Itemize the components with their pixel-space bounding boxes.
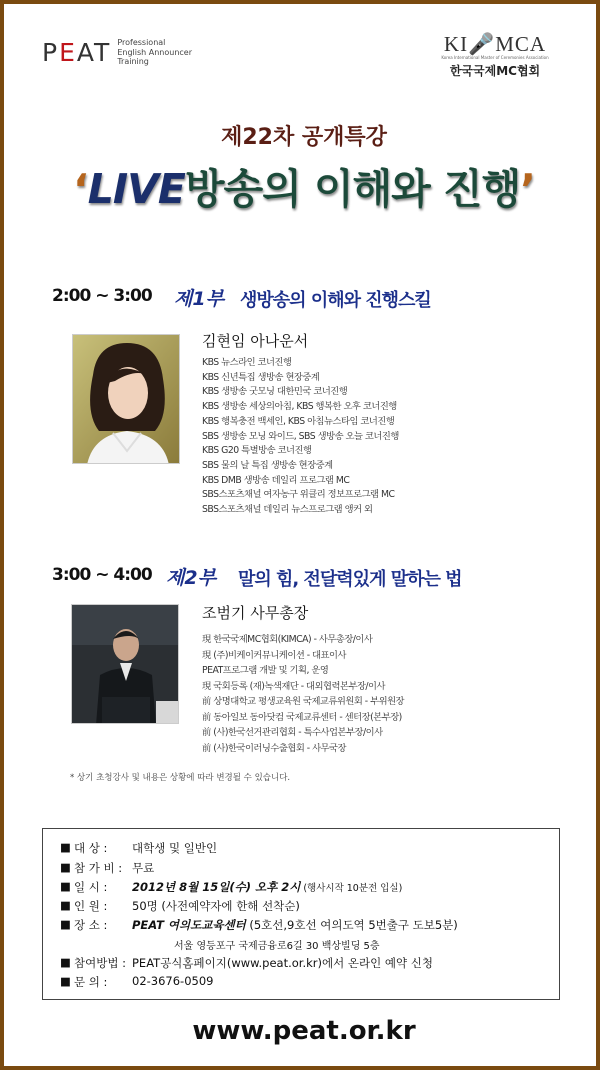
career-item: 前 (사)한국이러닝수출협회 - 사무국장: [202, 742, 347, 754]
website-url[interactable]: www.peat.or.kr: [192, 1016, 416, 1046]
career-item: SBS 생방송 모닝 와이드, SBS 생방송 오늘 코너진행: [202, 430, 399, 442]
bullet-icon: ■: [60, 879, 71, 893]
career-item: SBS 물의 날 특집 생방송 현장중계: [202, 459, 333, 471]
speaker-2-career: [202, 632, 404, 756]
bullet-icon: ■: [60, 974, 71, 988]
career-item: 現 (주)비케이커뮤니케이션 - 대표이사: [202, 649, 347, 661]
career-item: 前 동아일보 동아닷컴 국제교류센터 - 센터장(본부장): [202, 711, 402, 723]
peat-logo: PEAT Professional English Announcer Training: [42, 38, 192, 67]
career-item: SBS스포츠채널 데일리 뉴스프로그램 앵커 외: [202, 504, 373, 516]
event-subtitle: 제22차 공개특강: [221, 125, 387, 150]
speaker-1-career: [202, 356, 399, 518]
session-1-time: 2:00 ~ 3:00: [52, 286, 152, 306]
career-item: PEAT프로그램 개발 및 기획, 운영: [202, 665, 329, 676]
speaker-2-name: 조범기 사무총장: [202, 604, 309, 622]
event-title: ‘LIVE방송의 이해와 진행’: [73, 165, 535, 213]
info-contact: ■ 문 의 : 02-3676-0509: [60, 974, 214, 989]
session-1-part: 제1부: [174, 288, 224, 310]
session-2-part: 제2부: [166, 567, 216, 589]
info-target: ■ 대 상 : 대학생 및 일반인: [60, 840, 218, 855]
bullet-icon: ■: [60, 898, 71, 912]
change-notice: * 상기 초청강사 및 내용은 상황에 따라 변경될 수 있습니다.: [70, 773, 291, 783]
career-item: KBS 생방송 굿모닝 대한민국 코너진행: [202, 386, 348, 398]
bullet-icon: ■: [60, 917, 71, 931]
info-registration: ■ 참여방법 : PEAT공식홈페이지(www.peat.or.kr)에서 온라인 예약 신청: [60, 955, 433, 970]
info-fee: ■ 참 가 비 : 무료: [60, 860, 155, 875]
session-2-topic: 말의 힘, 전달력있게 말하는 법: [238, 569, 462, 590]
session-2-time: 3:00 ~ 4:00: [52, 565, 152, 585]
career-item: KBS 신년특집 생방송 현장중계: [202, 371, 320, 383]
speaker-2-photo: [71, 604, 179, 724]
career-item: 前 상명대학교 평생교육원 국제교류위원회 - 부위원장: [202, 696, 405, 707]
info-venue: ■ 장 소 : PEAT 여의도교육센터 (5호선,9호선 여의도역 5번출구 도보5분): [60, 917, 458, 932]
career-item: KBS 생방송 세상의아침, KBS 행복한 오후 코너진행: [202, 401, 397, 413]
speaker-1-photo: [72, 334, 180, 464]
speaker-1-name: 김현임 아나운서: [202, 332, 309, 350]
bullet-icon: ■: [60, 840, 71, 854]
career-item: KBS G20 특별방송 코너진행: [202, 445, 312, 457]
kimca-logo: KI🎤MCA Korea International Master of Ceremonies Association 한국국제MC협회: [441, 32, 549, 78]
career-item: 前 (사)한국선거관리협회 - 특수사업본부장/이사: [202, 727, 383, 738]
career-item: KBS 행복충전 백세인, KBS 아침뉴스타임 코너진행: [202, 415, 395, 427]
info-datetime: ■ 일 시 : 2012년 8월 15일(수) 오후 2시 (행사시작 10분전 입실): [60, 879, 403, 894]
career-item: KBS DMB 생방송 데일리 프로그램 MC: [202, 474, 350, 486]
career-item: 現 국회등록 (재)녹색재단 - 대외협력본부장/이사: [202, 680, 386, 692]
session-1-topic: 생방송의 이해와 진행스킬: [240, 290, 431, 311]
info-capacity: ■ 인 원 : 50명 (사전예약자에 한해 선착순): [60, 898, 300, 913]
bullet-icon: ■: [60, 955, 71, 969]
venue-address: 서울 영등포구 국제금융로6길 30 백상빌딩 5층: [174, 941, 380, 952]
microphone-icon: 🎤: [468, 32, 496, 56]
kimca-korean-name: 한국국제MC협회: [449, 64, 541, 78]
bullet-icon: ■: [60, 860, 71, 874]
career-item: SBS스포츠채널 여자농구 위클리 정보프로그램 MC: [202, 489, 395, 501]
career-item: KBS 뉴스라인 코너진행: [202, 357, 292, 368]
career-item: 現 한국국제MC협회(KIMCA) - 사무총장/이사: [202, 634, 373, 645]
